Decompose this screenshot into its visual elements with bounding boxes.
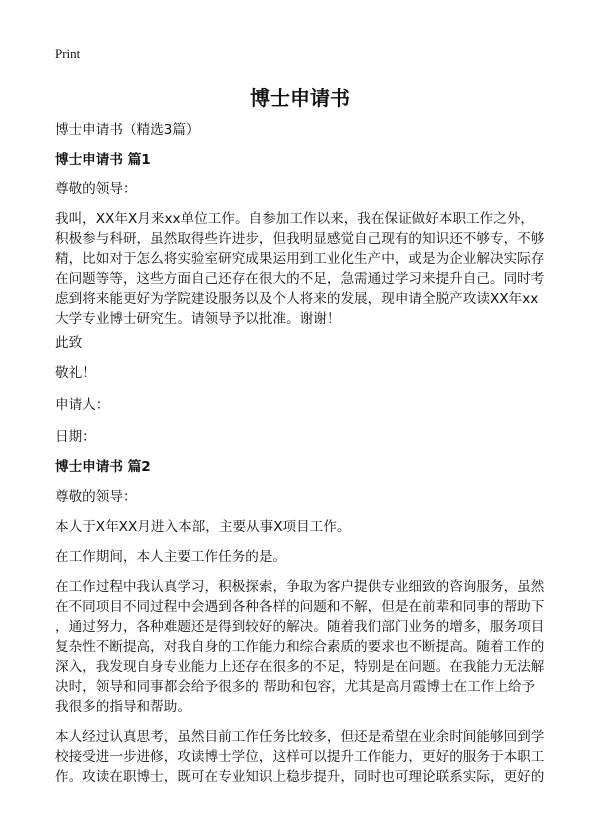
text-line: 深入，我发现自身专业能力上还存在很多的不足，特别是在问题。在我能力无法解 [55,659,545,675]
text-line: 我叫，XX年X月来xx单位工作。自参加工作以来，我在保证做好本职工作之外， [55,211,535,227]
text-line: 大学专业博士研究生。请领导予以批准。谢谢！ [55,311,341,327]
text-line: 复杂性不断提高，对我自身的工作能力和综合素质的要求也不断提高。随着工作的 [55,639,545,655]
greeting: 尊敬的领导： [55,181,137,197]
greeting: 尊敬的领导： [55,489,137,505]
text-line: 决时，领导和同事都会给予很多的 帮助和包容，尤其是高月霞博士在工作上给予 [55,679,536,695]
print-link[interactable]: Print [55,46,81,61]
text-line: 在工作过程中我认真学习，积极探索，争取为客户提供专业细致的咨询服务，虽然 [55,579,545,595]
applicant-label: 申请人： [55,397,110,413]
closing: 此致 [55,335,83,351]
section-heading: 博士申请书 篇2 [55,459,151,475]
text-line: ，通过努力，各种难题还是得到较好的解决。随着我们部门业务的增多，服务项目 [55,619,545,635]
paragraph: 在工作期间，本人主要工作任务的是。 [55,549,287,565]
text-line: 精，比如对于怎么将实验室研究成果运用到工业化生产中，或是为企业解决实际存 [55,251,545,267]
page-title: 博士申请书 [250,86,350,110]
text-line: 积极参与科研，虽然取得些许进步，但我明显感觉自己现有的知识还不够专，不够 [55,231,545,247]
date-label: 日期： [55,429,96,445]
text-line: 虑到将来能更好为学院建设服务以及个人将来的发展，现申请全脱产攻读XX年xx [55,291,539,307]
text-line: 在问题等等，这些方面自己还存在很大的不足，急需通过学习来提升自己。同时考 [55,271,545,287]
text-line: 本人经过认真思考，虽然目前工作任务比较多，但还是希望在业余时间能够回到学 [55,729,545,745]
text-line: 我很多的指导和帮助。 [55,699,191,715]
subtitle: 博士申请书（精选3篇） [55,122,200,138]
paragraph: 本人于X年XX月进入本部，主要从事X项目工作。 [55,519,351,535]
text-line: 在不同项目不同过程中会遇到各种各样的问题和不解，但是在前辈和同事的帮助下 [55,599,545,615]
closing: 敬礼！ [55,365,96,381]
text-line: 校接受进一步进修，攻读博士学位，这样可以提升工作能力，更好的服务于本职工 [55,749,545,765]
text-line: 作。攻读在职博士，既可在专业知识上稳步提升，同时也可理论联系实际，更好的 [55,769,545,785]
section-heading: 博士申请书 篇1 [55,152,151,168]
